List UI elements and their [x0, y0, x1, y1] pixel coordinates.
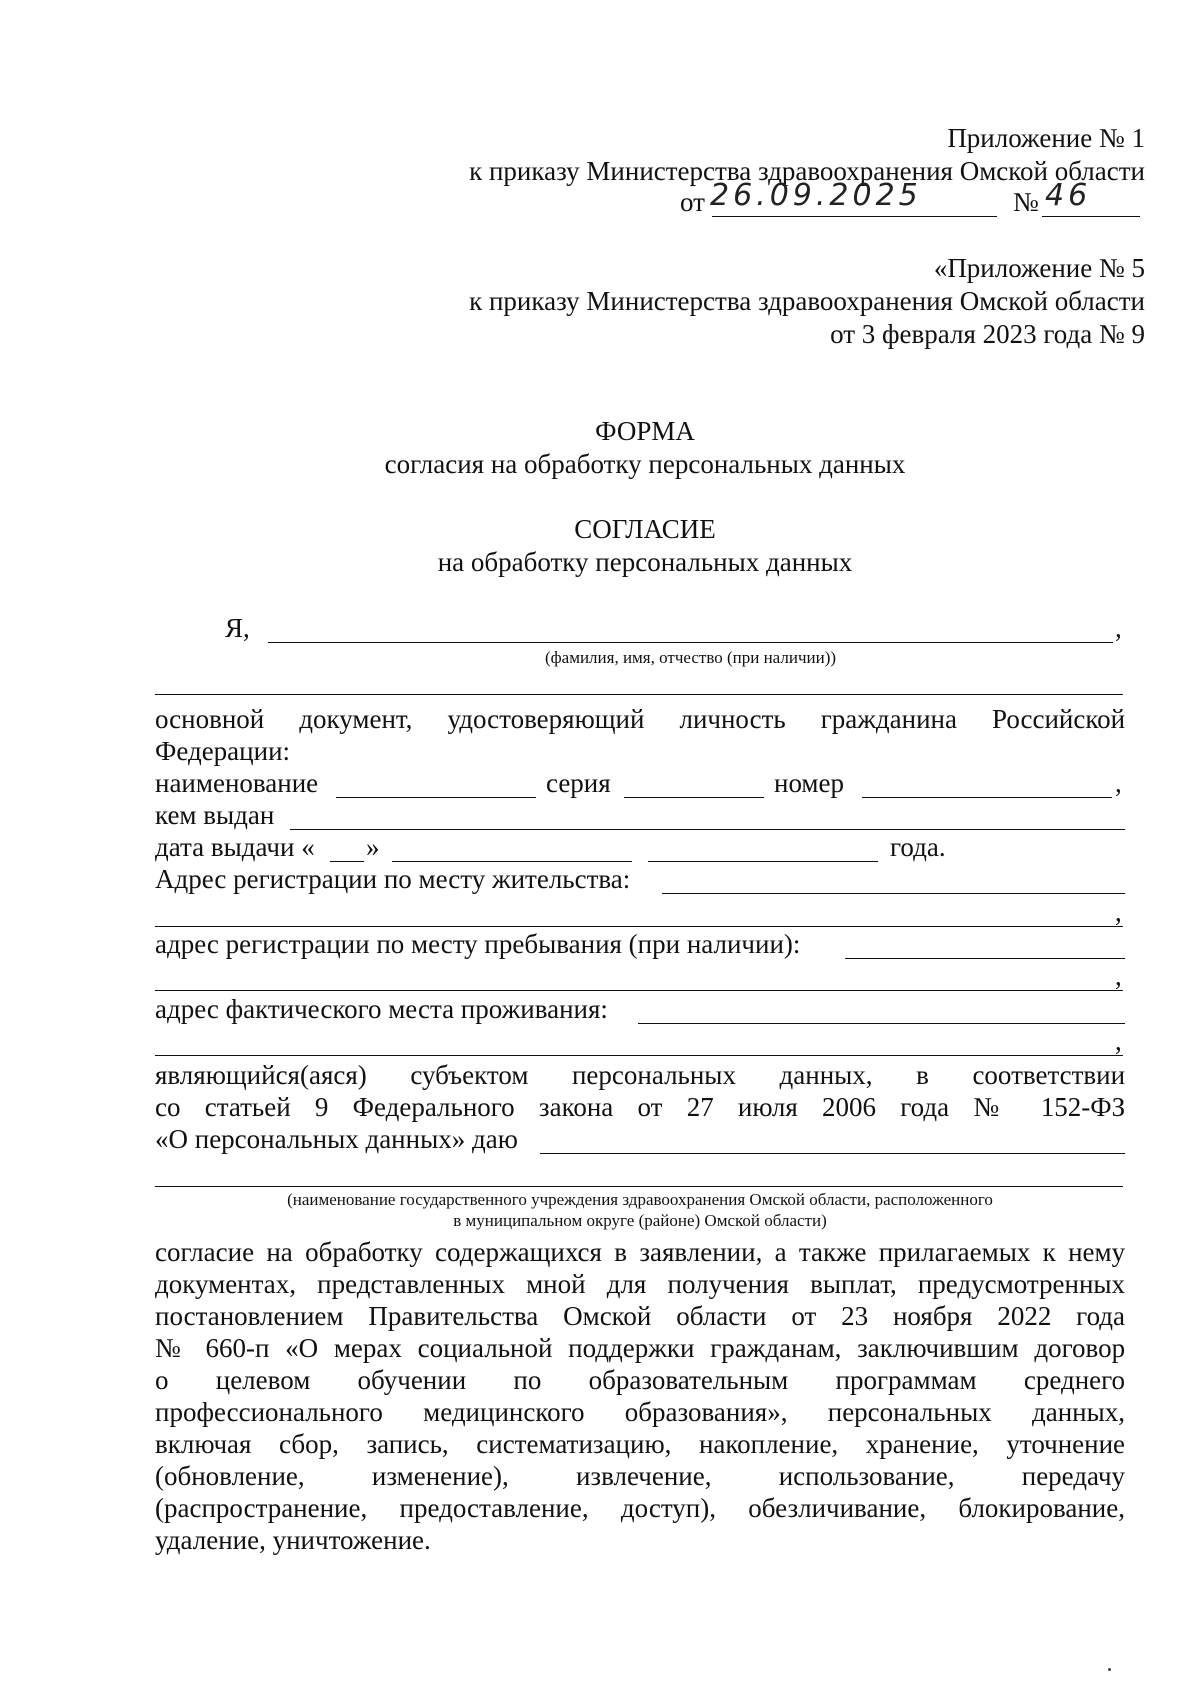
subject-line-1: являющийся(аяся) субъектом персональных данных, в соответствии [155, 1060, 1126, 1090]
fio-line [268, 642, 1113, 643]
actual-address-line-2 [155, 1055, 1123, 1056]
consent-line-4: № 660-п «О мерах социальной поддержки гражданам, заключившим договор [155, 1333, 1126, 1363]
consent-title: СОГЛАСИЕ [574, 514, 716, 544]
i-label: Я, [225, 613, 250, 643]
institution-caption-2: в муниципальном округе (районе) Омской области) [453, 1211, 827, 1230]
consent-line-6: профессионального медицинского образования», персональных данных, [155, 1397, 1126, 1427]
appendix5-date: от 3 февраля 2023 года № 9 [830, 319, 1145, 349]
appendix5-order: к приказу Министерства здравоохранения Омской области [469, 286, 1145, 316]
consent-line-1: согласие на обработку содержащихся в заявлении, а также прилагаемых к нему [155, 1237, 1126, 1267]
actual-address-label: адрес фактического места проживания: [155, 994, 608, 1024]
reg-address-line-2 [155, 926, 1123, 927]
stay-address-label: адрес регистрации по месту пребывания (при наличии): [155, 929, 801, 959]
doc-series-label: серия [546, 768, 611, 798]
doc-number-line [862, 797, 1112, 798]
issue-year-label: года. [890, 832, 946, 862]
form-title: ФОРМА [595, 416, 695, 446]
scan-speck [1108, 1668, 1111, 1671]
consent-line-3: постановлением Правительства Омской области от 23 ноября 2022 года [155, 1301, 1126, 1331]
institution-line [540, 1153, 1125, 1154]
actual-address-comma: , [1115, 1026, 1122, 1056]
issue-month-line [392, 861, 632, 862]
doc-line-1: основной документ, удостоверяющий личность гражданина Российской [155, 704, 1126, 734]
issue-year-line [648, 861, 878, 862]
stay-address-line-2 [155, 990, 1123, 991]
appendix5-title: «Приложение № 5 [933, 253, 1145, 283]
appendix1-title: Приложение № 1 [947, 123, 1145, 153]
issued-by-label: кем выдан [155, 800, 275, 830]
fio-comma: , [1115, 613, 1122, 643]
number-underline [1042, 216, 1140, 217]
fio-caption: (фамилия, имя, отчество (при наличии)) [544, 648, 837, 667]
doc-series-line [624, 797, 764, 798]
doc-name-label: наименование [155, 768, 319, 798]
consent-line-9: (распространение, предоставление, доступ), обезличивание, блокирование, [155, 1493, 1125, 1523]
doc-name-line [336, 797, 536, 798]
appendix1-from-label: от [680, 187, 705, 217]
consent-subtitle: на обработку персональных данных [437, 547, 853, 577]
consent-line-10: удаление, уничтожение. [155, 1525, 431, 1555]
actual-address-line [638, 1023, 1125, 1024]
issue-date-label: дата выдачи « [155, 832, 315, 862]
consent-line-2: документах, представленных мной для получения выплат, предусмотренных [155, 1269, 1126, 1299]
consent-line-5: о целевом обучении по образовательным программам среднего [155, 1365, 1126, 1395]
handwritten-number: 46 [1045, 178, 1092, 213]
form-subtitle: согласия на обработку персональных данных [384, 449, 906, 479]
appendix1-order: к приказу Министерства здравоохранения Омской области [469, 156, 1145, 186]
institution-line-2 [155, 1186, 1123, 1187]
consent-line-7: включая сбор, запись, систематизацию, накопление, хранение, уточнение [155, 1429, 1126, 1459]
doc-line-2: Федерации: [155, 736, 291, 766]
fio-line-2 [155, 694, 1123, 695]
reg-address-comma: , [1115, 897, 1122, 927]
institution-caption-1: (наименование государственного учреждения здравоохранения Омской области, расположенного [287, 1190, 993, 1209]
reg-address-line [662, 893, 1125, 894]
issue-day-line [330, 861, 364, 862]
stay-address-line [845, 958, 1125, 959]
stay-address-comma: , [1115, 961, 1122, 991]
appendix1-number-label: № [1013, 187, 1039, 217]
handwritten-date: 26.09.2025 [710, 178, 922, 213]
subject-line-2: со статьей 9 Федерального закона от 27 июля 2006 года № 152-ФЗ [155, 1092, 1126, 1122]
doc-number-label: номер [774, 768, 845, 798]
date-underline [712, 216, 997, 217]
doc-number-comma: , [1115, 768, 1122, 798]
issued-by-line [290, 829, 1125, 830]
issue-date-close: » [366, 832, 380, 862]
subject-line-3: «О персональных данных» даю [155, 1124, 518, 1154]
consent-line-8: (обновление, изменение), извлечение, использование, передачу [155, 1461, 1126, 1491]
reg-address-label: Адрес регистрации по месту жительства: [155, 864, 631, 894]
